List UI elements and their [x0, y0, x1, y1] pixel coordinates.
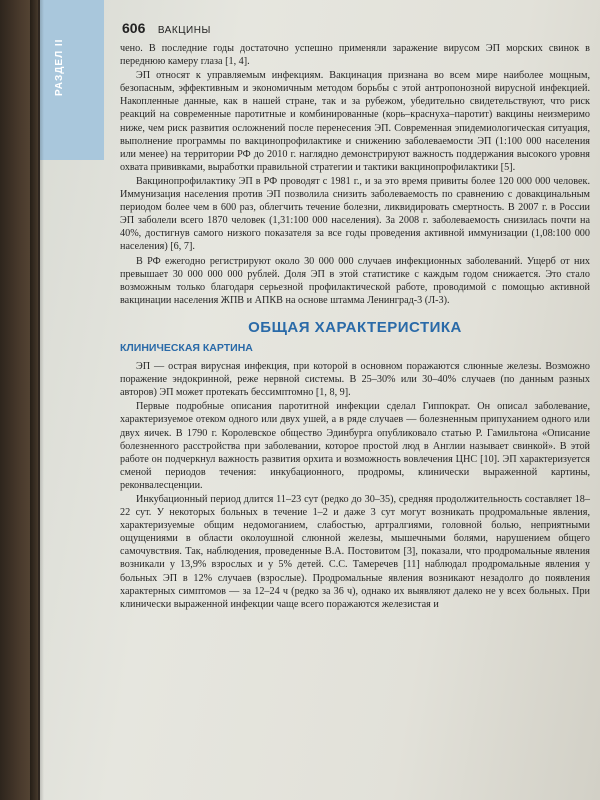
page-body: [120, 42, 590, 612]
paragraph: чено. В последние годы достаточно успешно применяли заражение вирусом ЭП морских свинок в переднюю камеру глаза [1, 4].: [120, 43, 590, 68]
paragraph: В РФ ежегодно регистрируют около 30 000 000 случаев инфекционных заболеваний. Ущерб от них превышает 30 000 000 000 рублей. Доля ЭП в этой статистике с каждым годом снижается. Это стало возможным только благодаря серьезной профилактической работе, проводимой с помощью активной вакцинации населения ЖПВ и АПКВ на основе штамма Ленинград-3 (Л-3).: [120, 255, 590, 306]
paragraph: Вакцинопрофилактику ЭП в РФ проводят с 1981 г., и за это время привиты более 120 000 000 человек. Иммунизация населения против ЭП позволила снизить заболеваемость по сравнению с довакцинальным периодом более чем в 600 раз, облегчить течение болезни, ликвидировать смертность. В 2007 г. в России ЭП заболели всего 1870 человек (1,31:100 000 населения). За 2008 г. заболеваемость снизилась почти на 40%, достигнув самого низкого показателя за все годы проведения активной иммунизации (1,08:100 000 населения) [6, 7].: [120, 175, 590, 253]
section-sidebar-band: [40, 0, 104, 160]
paragraph: Первые подробные описания паротитной инфекции сделал Гиппократ. Он описал заболевание, характеризуемое отеком одного или двух ушей, а в ряде случаев — болезненным припуханием одного или двух яичек. В 1790 г. Королевское общество Эдинбурга опубликовало статью Р. Гамильтона «Описание болезненного расстройства при заболевании, которое простой люд в Англии называет свинкой». В этой работе он подчеркнул важность развития орхита и возможность вовлечения ЦНС [10]. ЭП характеризуется сменой периодов течения: инкубационного, продромы, клинически выраженной картины, реконвалесценции.: [120, 401, 590, 491]
paragraph: ЭП относят к управляемым инфекциям. Вакцинация признана во всем мире наиболее мощным, безопасным, эффективным и экономичным методом борьбы с этой антропонозной вирусной инфекцией. Накопленные данные, как в нашей стране, так и за рубежом, убедительно свидетельствуют, что риск реакций на современные паротитные и комбинированные (корь–краснуха–паротит) вакцины неизмеримо ниже, чем риск развития осложнений после перенесения ЭП. Современная эпидемиологическая ситуация, выполнение программы по вакцинопрофилактике и снижению заболеваемости ЭП (1:100 000 населения или менее) на территории РФ до 2010 г. наглядно демонстрируют важность поддержания высокого уровня охвата прививками, выработки правильной стратегии и тактики вакцинопрофилактики [5].: [120, 70, 590, 173]
subsection-title: КЛИНИЧЕСКАЯ КАРТИНА: [120, 341, 253, 354]
paragraph: ЭП — острая вирусная инфекция, при которой в основном поражаются слюнные железы. Возможно поражение эндокринной, реже нервной системы. В 25–30% или 30–40% случаев (по данным разных авторов) ЭП может протекать бессимптомно [1, 8, 9].: [120, 361, 590, 399]
running-head: ВАКЦИНЫ: [157, 25, 211, 36]
section-title: ОБЩАЯ ХАРАКТЕРИСТИКА: [248, 318, 462, 336]
spine-shadow: [30, 0, 44, 800]
page-number: 606: [122, 20, 146, 36]
book-page: [40, 0, 600, 800]
section-label: РАЗДЕЛ II: [54, 38, 65, 96]
page-header: [122, 20, 580, 36]
paragraph: Инкубационный период длится 11–23 сут (редко до 30–35), средняя продолжительность составляет 18–22 сут. У некоторых больных в течение 1–2 и даже 3 сут могут возникать продромальные явления, характеризуемые общим недомоганием, слабостью, артралгиями, головной болью, неприятными ощущениями в области околоушной слюнной железы, мышечными болями, нарушением общего самочувствия. Так, наблюдения, проведенные В.А. Постовитом [3], показали, что продромальные явления возникали у 13,9% взрослых и у 5% детей. С.С. Тамеречев [11] наблюдал продромальные явления у больных ЭП в 12% случаев (взрослые). Продромальные явления возникают незадолго до появления характерных симптомов — за 12–24 ч (редко за 36 ч), однако их выявляют далеко не у всех больных. При клинически выраженной инфекции чаще всего поражаются железистая и: [120, 494, 590, 610]
